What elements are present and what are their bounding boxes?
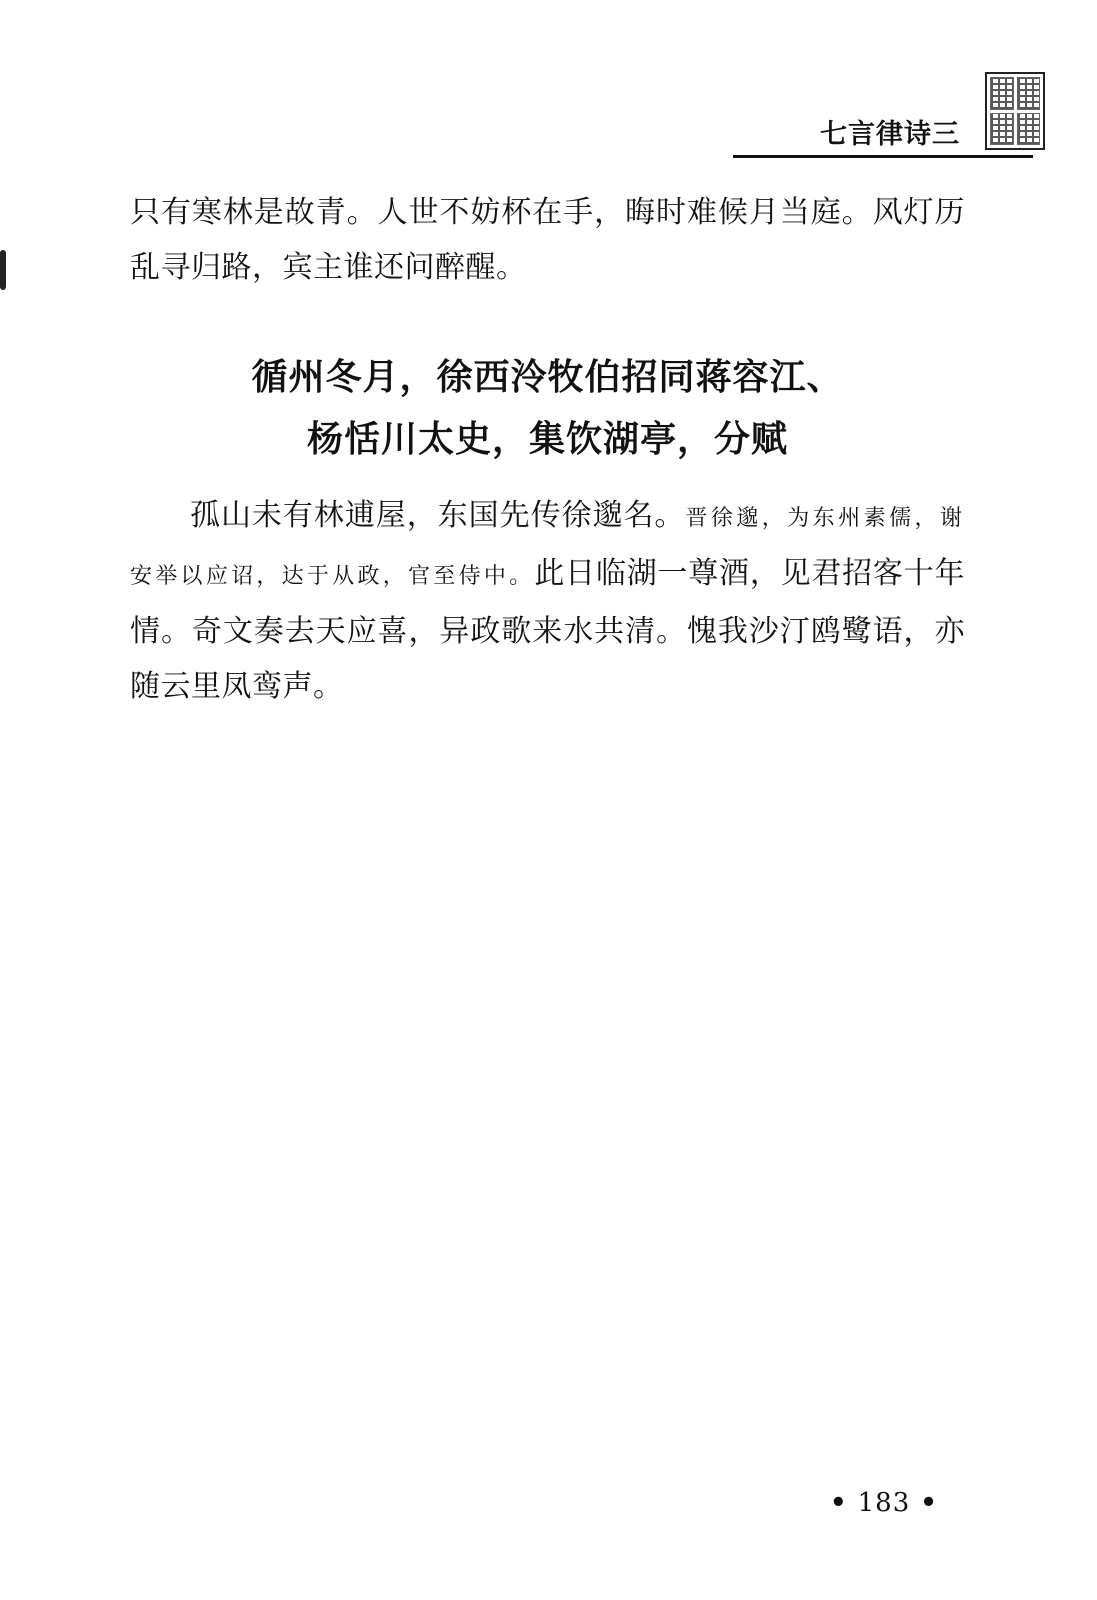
scan-margin-mark: [0, 250, 6, 290]
running-head: 七言律诗三: [820, 119, 960, 150]
annotation-note: 晋徐邈，为东州素儒，谢安举以应诏，达于从政，官至侍中。: [130, 506, 965, 589]
poem-title-line-1: 循州冬月，徐西泠牧伯招同蒋容江、: [251, 356, 844, 398]
poem-body-part-2: 此日临湖一尊酒，见君招客十年情。奇文奏去天应喜，异政歌来水共清。愧我沙汀鸥鹭语，亦随云里凤鸾声。: [130, 556, 965, 704]
header-rule: [733, 155, 1033, 158]
bullet-left: •: [830, 1488, 848, 1518]
poem-title-line-2: 杨恬川太史，集饮湖亭，分赋: [306, 418, 788, 460]
page-number-footer: [820, 1488, 948, 1518]
seal-cell: [1017, 77, 1041, 110]
continued-poem-text: 只有寒林是故青。人世不妨杯在手，晦时难候月当庭。风灯历乱寻归路，宾主谁还问醉醒。: [130, 195, 965, 285]
page-number: 183: [857, 1488, 911, 1518]
seal-cell: [1017, 113, 1041, 146]
poem-body-part-1: 孤山未有林逋屋，东国先传徐邈名。: [190, 498, 686, 533]
seal-cell: [990, 77, 1014, 110]
poem-body: [130, 488, 965, 714]
bullet-right: •: [920, 1488, 938, 1518]
seal-stamp-icon: [985, 72, 1045, 150]
seal-cell: [990, 113, 1014, 146]
